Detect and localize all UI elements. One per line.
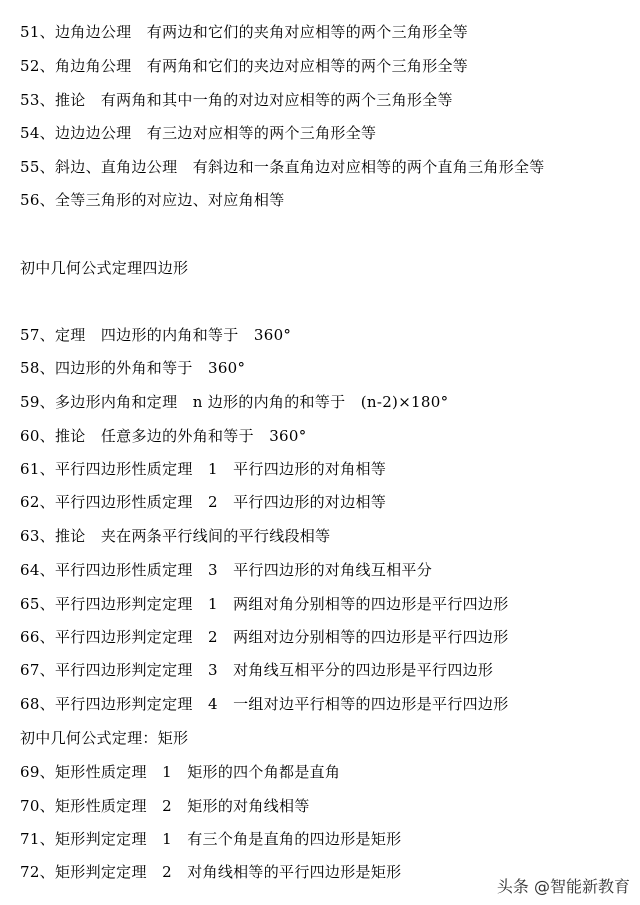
theorem-62: 62、平行四边形性质定理 2 平行四边形的对边相等 (20, 493, 387, 511)
theorem-56: 56、全等三角形的对应边、对应角相等 (20, 191, 285, 209)
theorem-59: 59、多边形内角和定理 n 边形的内角的和等于 (n-2)×180° (20, 393, 449, 411)
watermark-label: 头条 @智能新教育 (496, 877, 630, 896)
theorem-53: 53、推论 有两角和其中一角的对边对应相等的两个三角形全等 (20, 91, 453, 109)
theorem-60: 60、推论 任意多边的外角和等于 360° (20, 427, 307, 445)
section-heading-quadrilateral: 初中几何公式定理四边形 (20, 259, 189, 277)
theorem-63: 63、推论 夹在两条平行线间的平行线段相等 (20, 527, 331, 545)
theorem-54: 54、边边边公理 有三边对应相等的两个三角形全等 (20, 124, 377, 142)
theorem-68: 68、平行四边形判定定理 4 一组对边平行相等的四边形是平行四边形 (20, 695, 509, 713)
theorem-55: 55、斜边、直角边公理 有斜边和一条直角边对应相等的两个直角三角形全等 (20, 158, 545, 176)
theorem-72: 72、矩形判定定理 2 对角线相等的平行四边形是矩形 (20, 863, 402, 881)
theorem-51: 51、边角边公理 有两边和它们的夹角对应相等的两个三角形全等 (20, 23, 469, 41)
theorem-65: 65、平行四边形判定定理 1 两组对角分别相等的四边形是平行四边形 (20, 595, 509, 613)
theorem-57: 57、定理 四边形的内角和等于 360° (20, 326, 292, 344)
theorem-66: 66、平行四边形判定定理 2 两组对边分别相等的四边形是平行四边形 (20, 628, 509, 646)
theorem-67: 67、平行四边形判定定理 3 对角线互相平分的四边形是平行四边形 (20, 661, 494, 679)
theorem-70: 70、矩形性质定理 2 矩形的对角线相等 (20, 797, 310, 815)
theorem-52: 52、角边角公理 有两角和它们的夹边对应相等的两个三角形全等 (20, 57, 469, 75)
section-heading-rectangle: 初中几何公式定理：矩形 (20, 729, 189, 747)
theorem-69: 69、矩形性质定理 1 矩形的四个角都是直角 (20, 763, 341, 781)
theorem-71: 71、矩形判定定理 1 有三个角是直角的四边形是矩形 (20, 830, 402, 848)
theorem-58: 58、四边形的外角和等于 360° (20, 359, 246, 377)
theorem-61: 61、平行四边形性质定理 1 平行四边形的对角相等 (20, 460, 387, 478)
theorem-64: 64、平行四边形性质定理 3 平行四边形的对角线互相平分 (20, 561, 433, 579)
